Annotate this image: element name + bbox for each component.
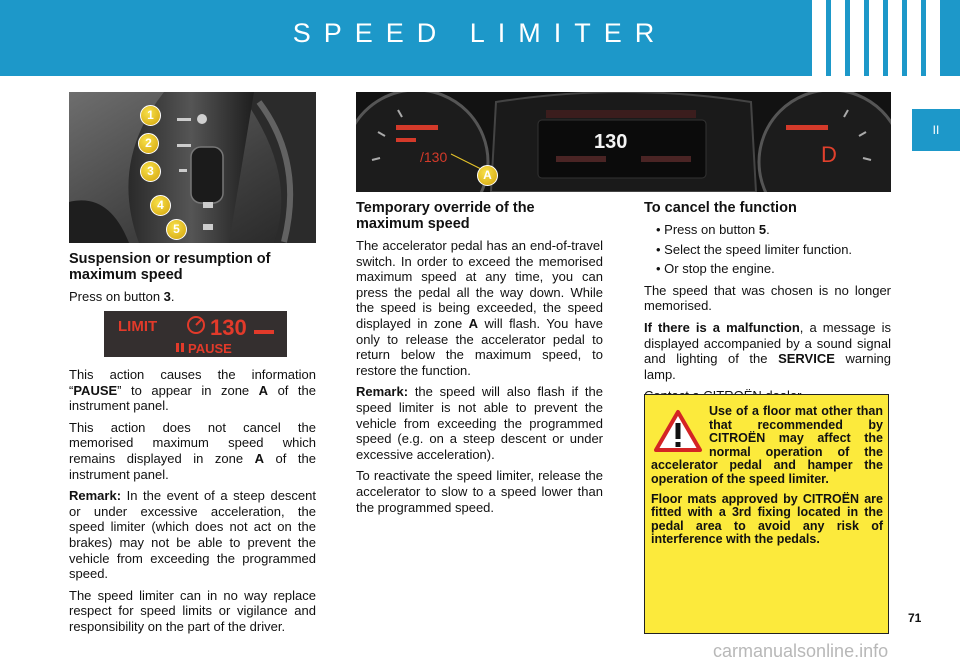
badge-1: 1 <box>140 105 161 126</box>
stalk-photo <box>69 92 316 243</box>
heading-override: Temporary override of the maximum speed <box>356 200 535 232</box>
page-title: SPEED LIMITER <box>292 18 668 48</box>
watermark: carmanualsonline.info <box>713 641 889 661</box>
paragraph-remark-1: Remark: In the event of a steep descent or under excessive acceleration, the speed limiter (which does not act on the brakes) may not be able to prevent the vehicle from exceeding the programmed speed. <box>69 488 316 582</box>
header-stripes <box>812 0 940 76</box>
zone-a-badge: A <box>477 165 498 186</box>
paragraph-no-longer: The speed that was chosen is no longer memorised. <box>644 282 891 314</box>
heading-suspension: Suspension or resumption of maximum speed <box>69 251 271 283</box>
warning-text <box>651 405 883 553</box>
section-tab: II <box>912 109 960 151</box>
list-item: • Press on button 5. <box>656 222 770 237</box>
column-2 <box>356 200 603 521</box>
paragraph-override: The accelerator pedal has an end-of-travel switch. In order to exceed the memorised maximum speed at any time, you can press the pedal all the way down. While the speed is being exceeded, the speed displayed in zone A will flash. You have only to release the accelerator pedal to return below the maximum speed, to restore the function. <box>356 238 603 378</box>
list-item: • Or stop the engine. <box>656 261 775 277</box>
column-1 <box>69 251 316 311</box>
badge-4: 4 <box>150 195 171 216</box>
paragraph-malfunction: If there is a malfunction, a message is displayed accompanied by a sound signal and lighting of the SERVICE warning lamp. <box>644 319 891 382</box>
dashboard-gear: D <box>821 142 837 167</box>
dashboard-photo <box>356 92 891 192</box>
svg-text:/130: /130 <box>420 149 448 165</box>
warning-box <box>644 394 889 634</box>
warning-paragraph-2: Floor mats approved by CITROËN are fitted with a 3rd fixing located in the pedal area to avoid any risk of interference with the pedals. <box>651 491 883 547</box>
list-item: • Select the speed limiter function. <box>656 241 853 257</box>
paragraph-pause: This action causes the information “PAUSE” to appear in zone A of the instrument panel. <box>69 367 316 414</box>
cancel-list <box>644 222 891 277</box>
display-pause-text: PAUSE <box>188 341 232 356</box>
display-speed: 130 <box>210 315 247 340</box>
paragraph-reactivate: To reactivate the speed limiter, release the accelerator to slow to a speed lower than the programmed speed. <box>356 468 603 515</box>
stalk-illustration <box>69 92 316 243</box>
page-number: 71 <box>908 611 922 625</box>
paragraph-responsibility: The speed limiter can in no way replace respect for speed limits or vigilance and responsibility on the part of the driver. <box>69 587 316 634</box>
dashboard-speed: 130 <box>594 131 628 153</box>
paragraph-remark-2: Remark: the speed will also flash if the speed limiter is not able to prevent the vehicle from exceeding the programmed speed (e.g. on a steep descent or under excessive acceleration). <box>356 384 603 462</box>
limit-pause-display <box>104 311 287 357</box>
column-3 <box>644 200 891 410</box>
dashboard-illustration <box>356 92 891 192</box>
warning-paragraph-1: Use of a floor mat other than that recommended by CITROËN may affect the normal operation of the accelerator pedal and hamper the operation of the speed limiter. <box>651 404 883 486</box>
badge-3: 3 <box>140 161 161 182</box>
badge-2: 2 <box>138 133 159 154</box>
heading-cancel: To cancel the function <box>644 200 797 216</box>
badge-5: 5 <box>166 219 187 240</box>
page-header <box>0 0 960 76</box>
paragraph-memorised: This action does not cancel the memorised maximum speed which remains displayed in zone A of the instrument panel. <box>69 419 317 482</box>
display-limit-text: LIMIT <box>118 318 158 335</box>
press-instruction: Press on button 3. <box>69 289 175 304</box>
column-1-body <box>69 367 316 641</box>
